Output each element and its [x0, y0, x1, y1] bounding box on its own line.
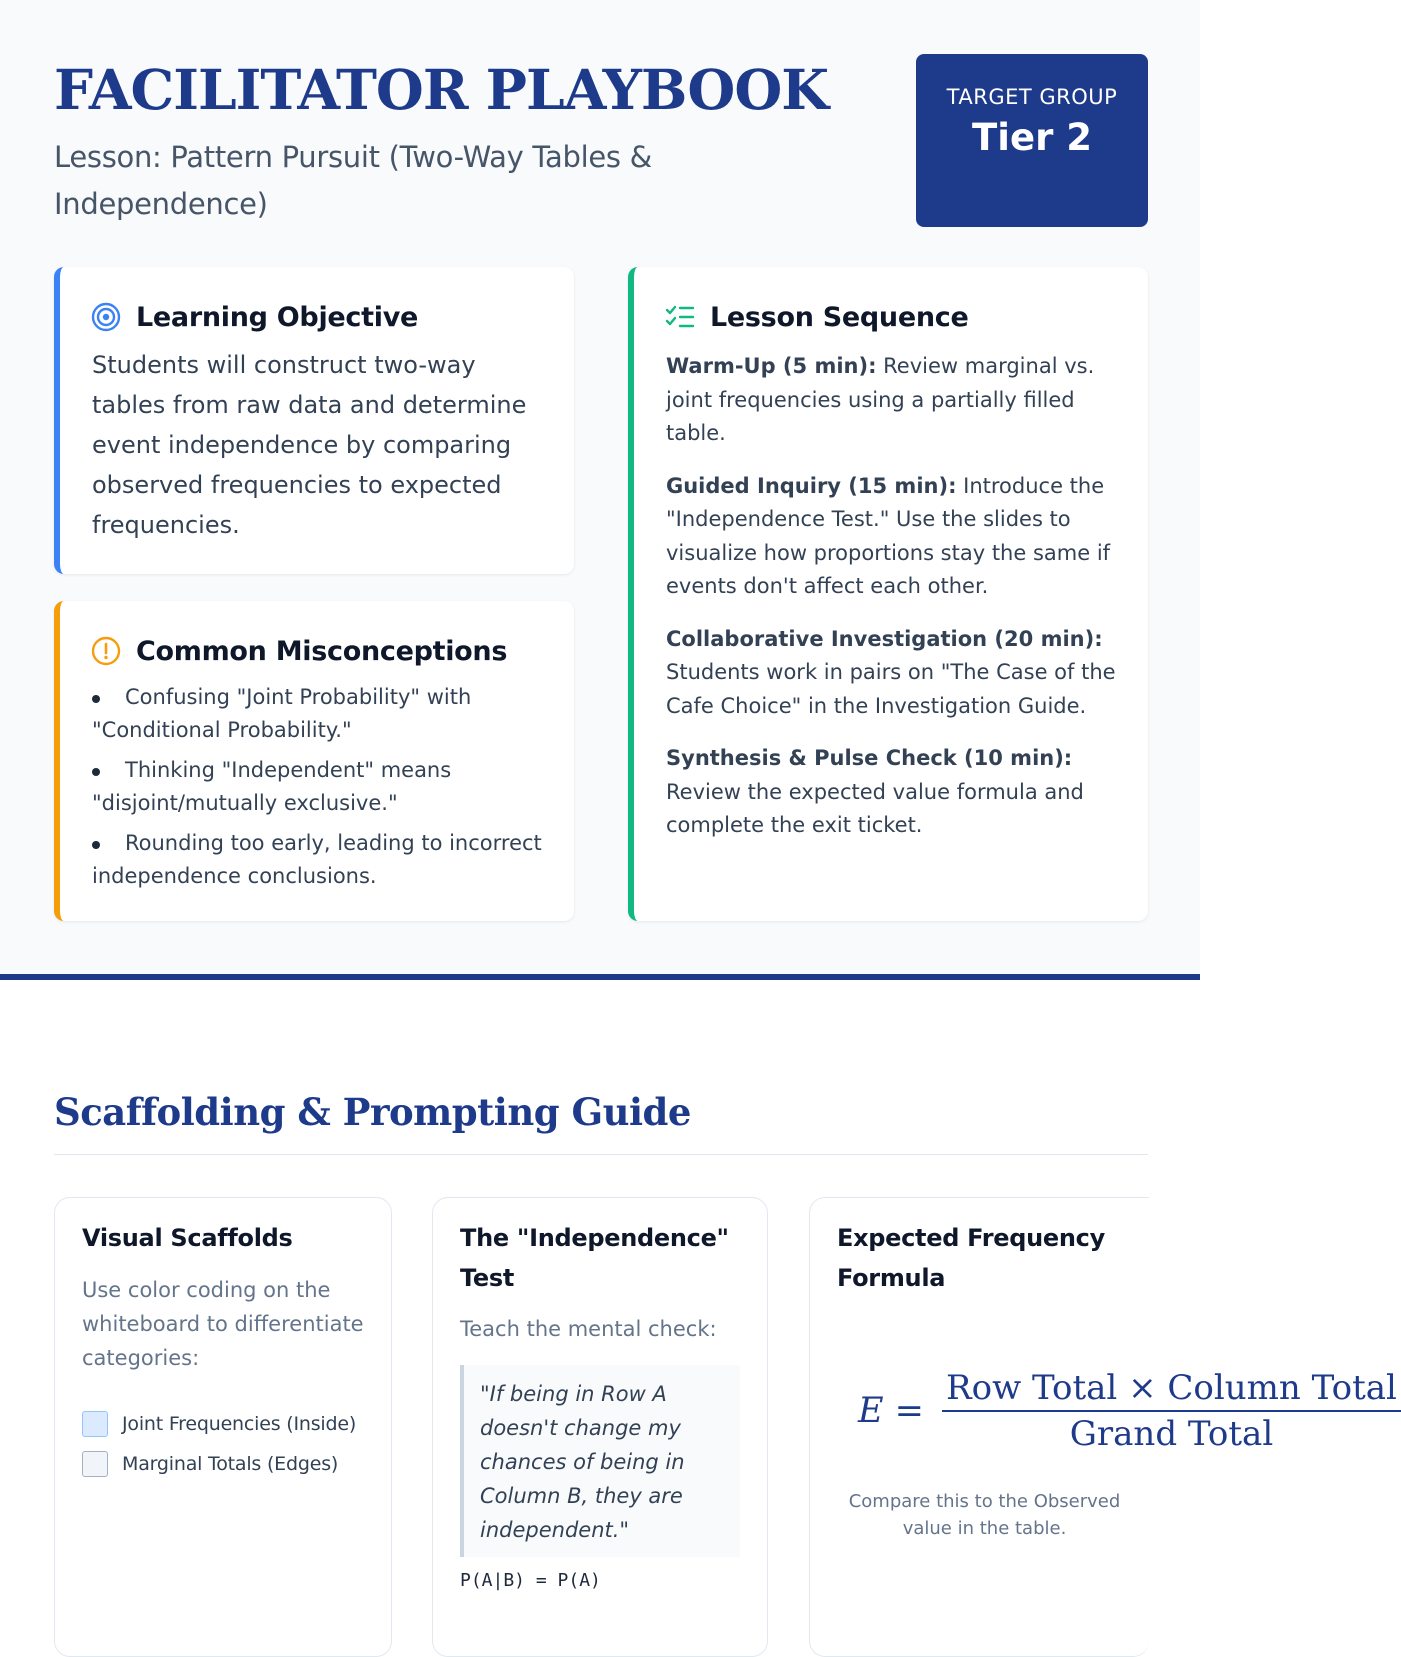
sequence-step — [666, 470, 1126, 604]
formula-note: Compare this to the Observed value in the table. — [848, 1491, 1121, 1539]
sequence-step — [666, 350, 1126, 451]
color-legend — [82, 1404, 356, 1484]
legend-item-joint — [82, 1404, 356, 1444]
legend-label: Joint Frequencies (Inside) — [122, 1413, 357, 1435]
scaffolding-section-title: Scaffolding & Prompting Guide — [54, 1090, 691, 1134]
target-group-badge — [916, 54, 1148, 227]
misconceptions-card — [54, 601, 574, 921]
learning-objective-header — [90, 297, 418, 337]
step-title: Collaborative Investigation (20 min): — [666, 626, 1103, 651]
lesson-subtitle: Lesson: Pattern Pursuit (Two-Way Tables & Independence) — [54, 140, 652, 221]
step-text: Review the expected value formula and complete the exit ticket. — [666, 779, 1084, 837]
step-title: Guided Inquiry (15 min): — [666, 473, 957, 498]
formula-lhs: E = — [858, 1391, 925, 1431]
marginal-swatch — [82, 1451, 108, 1477]
step-title: Warm-Up (5 min): — [666, 354, 877, 378]
step-text: Students work in pairs on "The Case of the Cafe Choice" in the Investigation Guide. — [666, 660, 1116, 718]
learning-objective-card — [54, 267, 574, 574]
step-title: Synthesis & Pulse Check (10 min): — [666, 746, 1073, 770]
step-text: Introduce the "Independence Test." Use the slides to visualize how proportions stay the same if events don't affect each other. — [666, 473, 1111, 598]
misconception-text: Thinking "Independent" means "disjoint/mutually exclusive." — [92, 758, 452, 815]
independence-test-title: The "Independence" Test — [460, 1224, 729, 1292]
independence-formula: P(A|B) = P(A) — [460, 1570, 601, 1591]
bullet-icon — [92, 841, 100, 849]
bullet-icon — [92, 695, 100, 703]
section-rule — [54, 1154, 1148, 1155]
list-item — [92, 754, 554, 820]
formula-fraction — [942, 1366, 1401, 1456]
misconception-text: Rounding too early, leading to incorrect independence conclusions. — [92, 831, 542, 888]
legend-item-marginal — [82, 1444, 356, 1484]
target-group-value: Tier 2 — [972, 116, 1092, 159]
bullet-icon — [92, 768, 100, 776]
lesson-sequence-steps — [666, 350, 1126, 862]
independence-test-card — [432, 1197, 768, 1657]
independence-quote: "If being in Row A doesn't change my chances of being in Column B, they are independent." — [460, 1365, 740, 1557]
learning-objective-text: Students will construct two-way tables from raw data and determine event independence by comparing observed frequencies to expected frequencies. — [92, 351, 527, 539]
sequence-step — [666, 742, 1126, 843]
expected-frequency-title: Expected Frequency Formula — [837, 1224, 1105, 1292]
lesson-sequence-heading: Lesson Sequence — [710, 301, 969, 333]
list-item — [92, 681, 554, 747]
misconceptions-heading: Common Misconceptions — [136, 635, 508, 667]
independence-test-text: Teach the mental check: — [460, 1317, 717, 1341]
step-text: Review marginal vs. joint frequencies using a partially filled table. — [666, 354, 1095, 445]
joint-swatch — [82, 1411, 108, 1437]
misconception-text: Confusing "Joint Probability" with "Conditional Probability." — [92, 685, 472, 742]
misconceptions-header — [90, 631, 507, 671]
target-group-label: TARGET GROUP — [946, 85, 1118, 109]
alert-circle-icon — [90, 635, 122, 667]
expected-frequency-formula — [858, 1366, 1401, 1456]
misconceptions-list — [92, 681, 554, 900]
visual-scaffolds-text: Use color coding on the whiteboard to differentiate categories: — [82, 1278, 364, 1370]
list-item — [92, 827, 554, 893]
visual-scaffolds-title: Visual Scaffolds — [82, 1224, 293, 1252]
expected-frequency-card — [809, 1197, 1397, 1657]
formula-denominator: Grand Total — [1069, 1414, 1274, 1454]
page-title: FACILITATOR PLAYBOOK — [54, 57, 829, 122]
formula-numerator: Row Total × Column Total — [946, 1368, 1397, 1408]
target-icon — [90, 301, 122, 333]
lesson-sequence-card — [628, 267, 1148, 921]
legend-label: Marginal Totals (Edges) — [122, 1453, 339, 1475]
sequence-step — [666, 623, 1126, 724]
learning-objective-heading: Learning Objective — [136, 301, 419, 333]
visual-scaffolds-card — [54, 1197, 392, 1657]
lesson-sequence-header — [664, 297, 969, 337]
checklist-icon — [664, 301, 696, 333]
section-divider — [0, 974, 1200, 980]
